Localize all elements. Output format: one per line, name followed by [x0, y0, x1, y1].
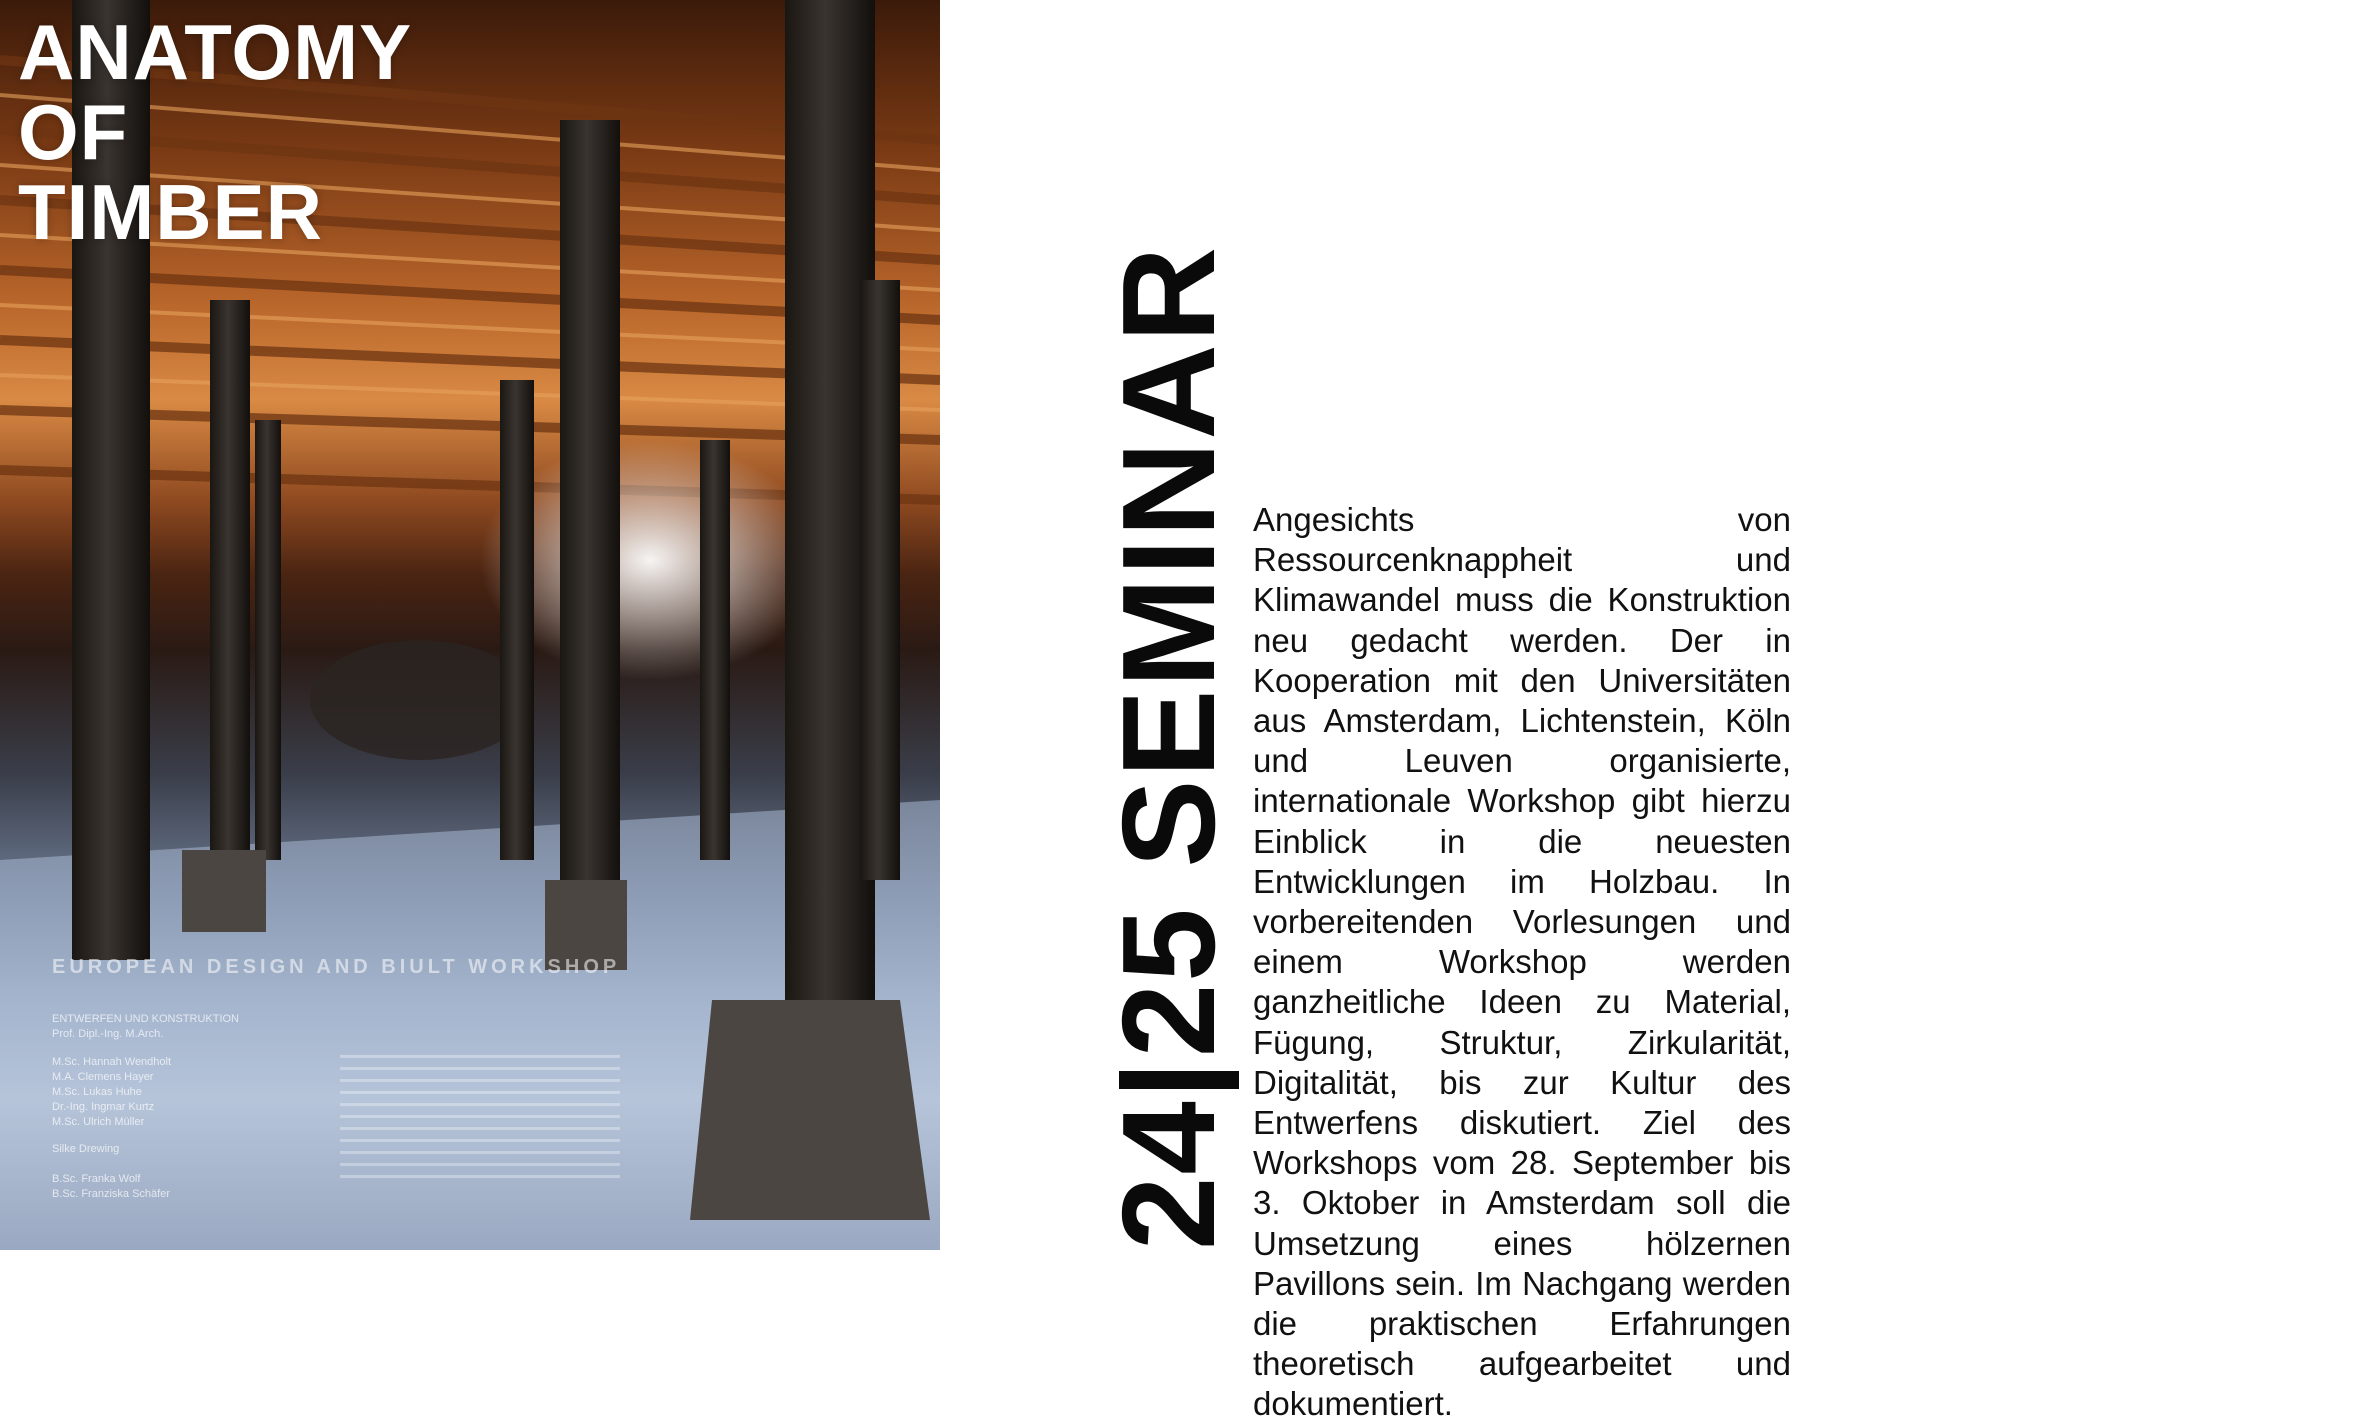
- cover-credits: [52, 1012, 239, 1042]
- year-separator: [1119, 1071, 1239, 1089]
- seminar-heading: [1095, 150, 1242, 1250]
- cover-assistant: B.Sc. Franka Wolf: [52, 1173, 141, 1185]
- cover-team-member: M.Sc. Hannah Wendholt: [52, 1056, 172, 1068]
- cover-drawing: Silke Drewing: [52, 1143, 120, 1155]
- cover-team-member: Dr.-Ing. Ingmar Kurtz: [52, 1101, 155, 1113]
- cover-assistant: B.Sc. Franziska Schäfer: [52, 1188, 170, 1200]
- year-start: 24: [1095, 1099, 1242, 1250]
- cover-photo: [0, 0, 940, 1250]
- cover-professor: Prof. Dipl.-Ing. M.Arch.: [52, 1028, 164, 1040]
- cover-department: ENTWERFEN UND KONSTRUKTION: [52, 1013, 239, 1025]
- cover-assistants: [52, 1172, 170, 1202]
- cover-team-list: [52, 1055, 171, 1130]
- cover-subtitle: EUROPEAN DESIGN AND BIULT WORKSHOP: [52, 956, 621, 978]
- cover-title-line: TIMBER: [18, 168, 323, 256]
- cover-title: [18, 8, 413, 256]
- cover-team-member: M.Sc. Lukas Huhe: [52, 1086, 142, 1098]
- cover-team-member: M.Sc. Ulrich Müller: [52, 1116, 145, 1128]
- seminar-description: Angesichts von Ressourcenknappheit und Klimawandel muss die Konstruktion neu gedacht werden. Der in Kooperation mit den Universitäten aus Amsterdam, Lichtenstein, Köln und Leuven organisierte, internationale Workshop gibt hierzu Einblick in die neuesten Entwicklungen im Holzbau. In vorbereitenden Vorlesungen und einem Workshop werden ganzheitliche Ideen zu Material, Fügung, Struktur, Zirkularität, Digitalität, bis zur Kultur des Entwerfens diskutiert. Ziel des Workshops vom 28. September bis 3. Oktober in Amsterdam soll die Umsetzung eines hölzernen Pavillons sein. Im Nachgang werden die praktischen Erfahrungen theoretisch aufgearbeitet und dokumentiert.: [1253, 501, 1791, 1423]
- cover-small-paragraph: [340, 1055, 620, 1185]
- year-end: 25: [1095, 906, 1242, 1058]
- cover-title-line: OF: [18, 88, 129, 176]
- cover-team-member: M.A. Clemens Hayer: [52, 1071, 154, 1083]
- seminar-label: SEMINAR: [1095, 244, 1242, 868]
- cover-title-line: ANATOMY: [18, 8, 413, 96]
